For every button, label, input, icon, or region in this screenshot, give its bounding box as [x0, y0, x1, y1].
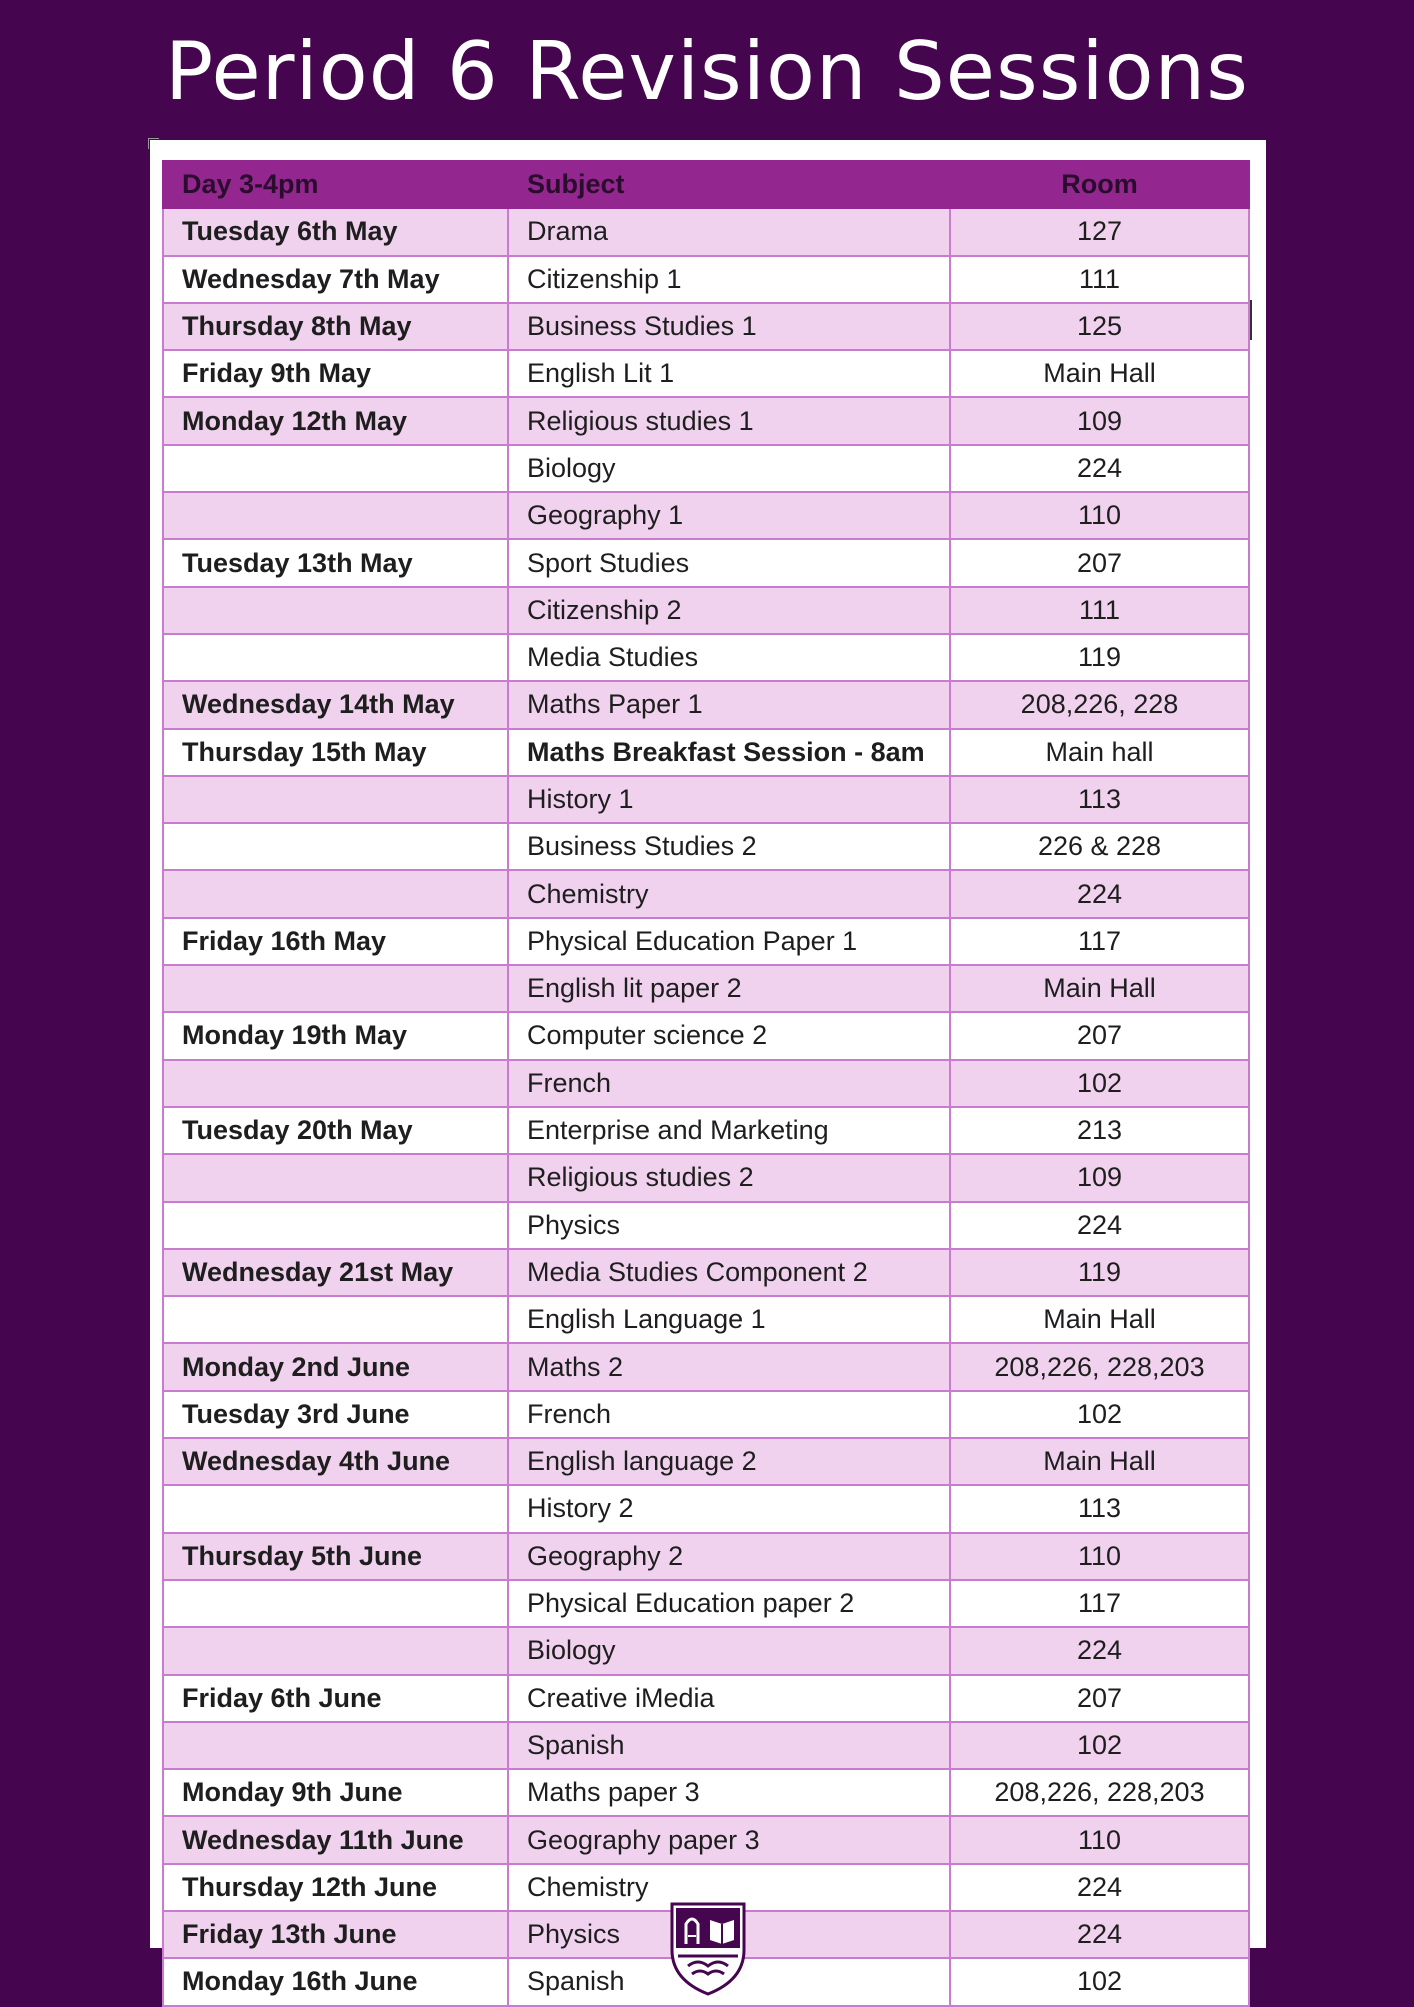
subject-cell: Geography 1 [508, 492, 950, 539]
room-cell: 111 [950, 587, 1249, 634]
subject-cell: French [508, 1391, 950, 1438]
day-cell: Wednesday 7th May [163, 256, 508, 303]
subject-cell: Spanish [508, 1958, 950, 2005]
room-cell: 102 [950, 1391, 1249, 1438]
table-row [163, 256, 1249, 303]
subject-cell: Biology [508, 445, 950, 492]
day-cell: Friday 13th June [163, 1911, 508, 1958]
subject-cell: Media Studies Component 2 [508, 1249, 950, 1296]
day-cell [163, 1485, 508, 1532]
subject-cell: Business Studies 1 [508, 303, 950, 350]
subject-cell: Chemistry [508, 870, 950, 917]
room-cell: 226 & 228 [950, 823, 1249, 870]
day-cell: Friday 6th June [163, 1675, 508, 1722]
day-cell: Thursday 5th June [163, 1533, 508, 1580]
table-row [163, 1627, 1249, 1674]
table-row [163, 1249, 1249, 1296]
subject-cell: Geography 2 [508, 1533, 950, 1580]
subject-cell: Sport Studies [508, 539, 950, 586]
day-cell: Tuesday 20th May [163, 1107, 508, 1154]
room-cell: 224 [950, 445, 1249, 492]
subject-cell: Maths 2 [508, 1343, 950, 1390]
subject-cell: Physical Education Paper 1 [508, 918, 950, 965]
table-row [163, 1343, 1249, 1390]
subject-cell: Physical Education paper 2 [508, 1580, 950, 1627]
subject-cell: Drama [508, 208, 950, 255]
day-cell: Friday 9th May [163, 350, 508, 397]
room-cell: Main Hall [950, 965, 1249, 1012]
table-row [163, 1296, 1249, 1343]
room-cell: Main Hall [950, 1296, 1249, 1343]
table-row [163, 587, 1249, 634]
room-cell: 224 [950, 870, 1249, 917]
table-row [163, 870, 1249, 917]
subject-cell: History 2 [508, 1485, 950, 1532]
table-corner-marker [148, 138, 159, 149]
subject-cell: Geography paper 3 [508, 1816, 950, 1863]
room-cell: 213 [950, 1107, 1249, 1154]
room-cell: 207 [950, 1012, 1249, 1059]
room-cell: 109 [950, 397, 1249, 444]
subject-cell: Computer science 2 [508, 1012, 950, 1059]
subject-cell: Maths Paper 1 [508, 681, 950, 728]
room-cell: 111 [950, 256, 1249, 303]
table-row [163, 350, 1249, 397]
day-cell [163, 1154, 508, 1201]
room-cell: 207 [950, 1675, 1249, 1722]
room-cell: Main Hall [950, 350, 1249, 397]
table-row [163, 397, 1249, 444]
day-cell: Monday 16th June [163, 1958, 508, 2005]
subject-cell: Religious studies 1 [508, 397, 950, 444]
subject-cell: English Language 1 [508, 1296, 950, 1343]
table-row [163, 492, 1249, 539]
subject-cell: Religious studies 2 [508, 1154, 950, 1201]
table-row [163, 918, 1249, 965]
room-cell: 102 [950, 1060, 1249, 1107]
day-cell [163, 870, 508, 917]
room-cell: 224 [950, 1627, 1249, 1674]
day-cell: Thursday 12th June [163, 1864, 508, 1911]
table-row [163, 1533, 1249, 1580]
day-cell: Wednesday 11th June [163, 1816, 508, 1863]
subject-cell: Physics [508, 1202, 950, 1249]
room-cell: 127 [950, 208, 1249, 255]
room-cell: 113 [950, 1485, 1249, 1532]
table-row [163, 729, 1249, 776]
table-row [163, 445, 1249, 492]
day-cell: Thursday 8th May [163, 303, 508, 350]
revision-schedule-table [162, 160, 1250, 2007]
subject-cell: French [508, 1060, 950, 1107]
subject-cell: Creative iMedia [508, 1675, 950, 1722]
room-cell: 208,226, 228,203 [950, 1769, 1249, 1816]
page-title: Period 6 Revision Sessions [165, 25, 1249, 118]
day-cell [163, 1202, 508, 1249]
day-cell: Friday 16th May [163, 918, 508, 965]
subject-cell: Enterprise and Marketing [508, 1107, 950, 1154]
table-row [163, 776, 1249, 823]
table-row [163, 681, 1249, 728]
day-cell [163, 1296, 508, 1343]
room-cell: 224 [950, 1202, 1249, 1249]
subject-cell: Chemistry [508, 1864, 950, 1911]
day-cell [163, 1627, 508, 1674]
day-cell: Wednesday 4th June [163, 1438, 508, 1485]
table-row [163, 539, 1249, 586]
room-cell: 224 [950, 1864, 1249, 1911]
subject-cell: Biology [508, 1627, 950, 1674]
table-row [163, 303, 1249, 350]
room-cell: 109 [950, 1154, 1249, 1201]
day-cell [163, 823, 508, 870]
table-row [163, 1438, 1249, 1485]
day-cell [163, 1580, 508, 1627]
day-cell: Monday 19th May [163, 1012, 508, 1059]
table-row [163, 823, 1249, 870]
table-row [163, 1391, 1249, 1438]
table-row [163, 1485, 1249, 1532]
subject-cell: History 1 [508, 776, 950, 823]
room-cell: 117 [950, 918, 1249, 965]
table-row [163, 1202, 1249, 1249]
room-cell: 224 [950, 1911, 1249, 1958]
room-cell: 125 [950, 303, 1249, 350]
subject-cell: Citizenship 1 [508, 256, 950, 303]
subject-cell: English language 2 [508, 1438, 950, 1485]
subject-cell: English Lit 1 [508, 350, 950, 397]
header-room: Room [950, 161, 1249, 208]
table-row [163, 1722, 1249, 1769]
day-cell [163, 634, 508, 681]
day-cell: Tuesday 6th May [163, 208, 508, 255]
table-row [163, 208, 1249, 255]
room-cell: 117 [950, 1580, 1249, 1627]
table-row [163, 1580, 1249, 1627]
table-row [163, 965, 1249, 1012]
room-cell: 119 [950, 1249, 1249, 1296]
day-cell: Tuesday 3rd June [163, 1391, 508, 1438]
day-cell: Tuesday 13th May [163, 539, 508, 586]
room-cell: 113 [950, 776, 1249, 823]
subject-cell: English lit paper 2 [508, 965, 950, 1012]
day-cell [163, 587, 508, 634]
day-cell [163, 492, 508, 539]
day-cell: Monday 2nd June [163, 1343, 508, 1390]
room-cell: Main Hall [950, 1438, 1249, 1485]
school-crest-icon [666, 1900, 750, 1996]
table-row [163, 1060, 1249, 1107]
subject-cell: Physics [508, 1911, 950, 1958]
room-cell: 110 [950, 1533, 1249, 1580]
schedule-sheet [150, 140, 1266, 1997]
day-cell: Monday 12th May [163, 397, 508, 444]
room-cell: Main hall [950, 729, 1249, 776]
header-day: Day 3-4pm [163, 161, 508, 208]
room-cell: 119 [950, 634, 1249, 681]
day-cell [163, 1060, 508, 1107]
table-row [163, 1769, 1249, 1816]
room-cell: 208,226, 228,203 [950, 1343, 1249, 1390]
table-row [163, 1154, 1249, 1201]
day-cell [163, 776, 508, 823]
room-cell: 208,226, 228 [950, 681, 1249, 728]
table-row [163, 634, 1249, 681]
room-cell: 102 [950, 1722, 1249, 1769]
table-row [163, 1816, 1249, 1863]
table-row [163, 1675, 1249, 1722]
subject-cell: Business Studies 2 [508, 823, 950, 870]
room-cell: 110 [950, 1816, 1249, 1863]
table-row [163, 1107, 1249, 1154]
subject-cell: Maths Breakfast Session - 8am [508, 729, 950, 776]
room-cell: 207 [950, 539, 1249, 586]
day-cell: Wednesday 14th May [163, 681, 508, 728]
table-body [163, 208, 1249, 2005]
day-cell [163, 965, 508, 1012]
subject-cell: Media Studies [508, 634, 950, 681]
text-cursor [1250, 300, 1252, 340]
table-row [163, 1012, 1249, 1059]
day-cell: Wednesday 21st May [163, 1249, 508, 1296]
day-cell [163, 1722, 508, 1769]
subject-cell: Citizenship 2 [508, 587, 950, 634]
header-subject: Subject [508, 161, 950, 208]
day-cell [163, 445, 508, 492]
subject-cell: Spanish [508, 1722, 950, 1769]
subject-cell: Maths paper 3 [508, 1769, 950, 1816]
room-cell: 102 [950, 1958, 1249, 2005]
day-cell: Thursday 15th May [163, 729, 508, 776]
day-cell: Monday 9th June [163, 1769, 508, 1816]
room-cell: 110 [950, 492, 1249, 539]
table-header-row [163, 161, 1249, 208]
